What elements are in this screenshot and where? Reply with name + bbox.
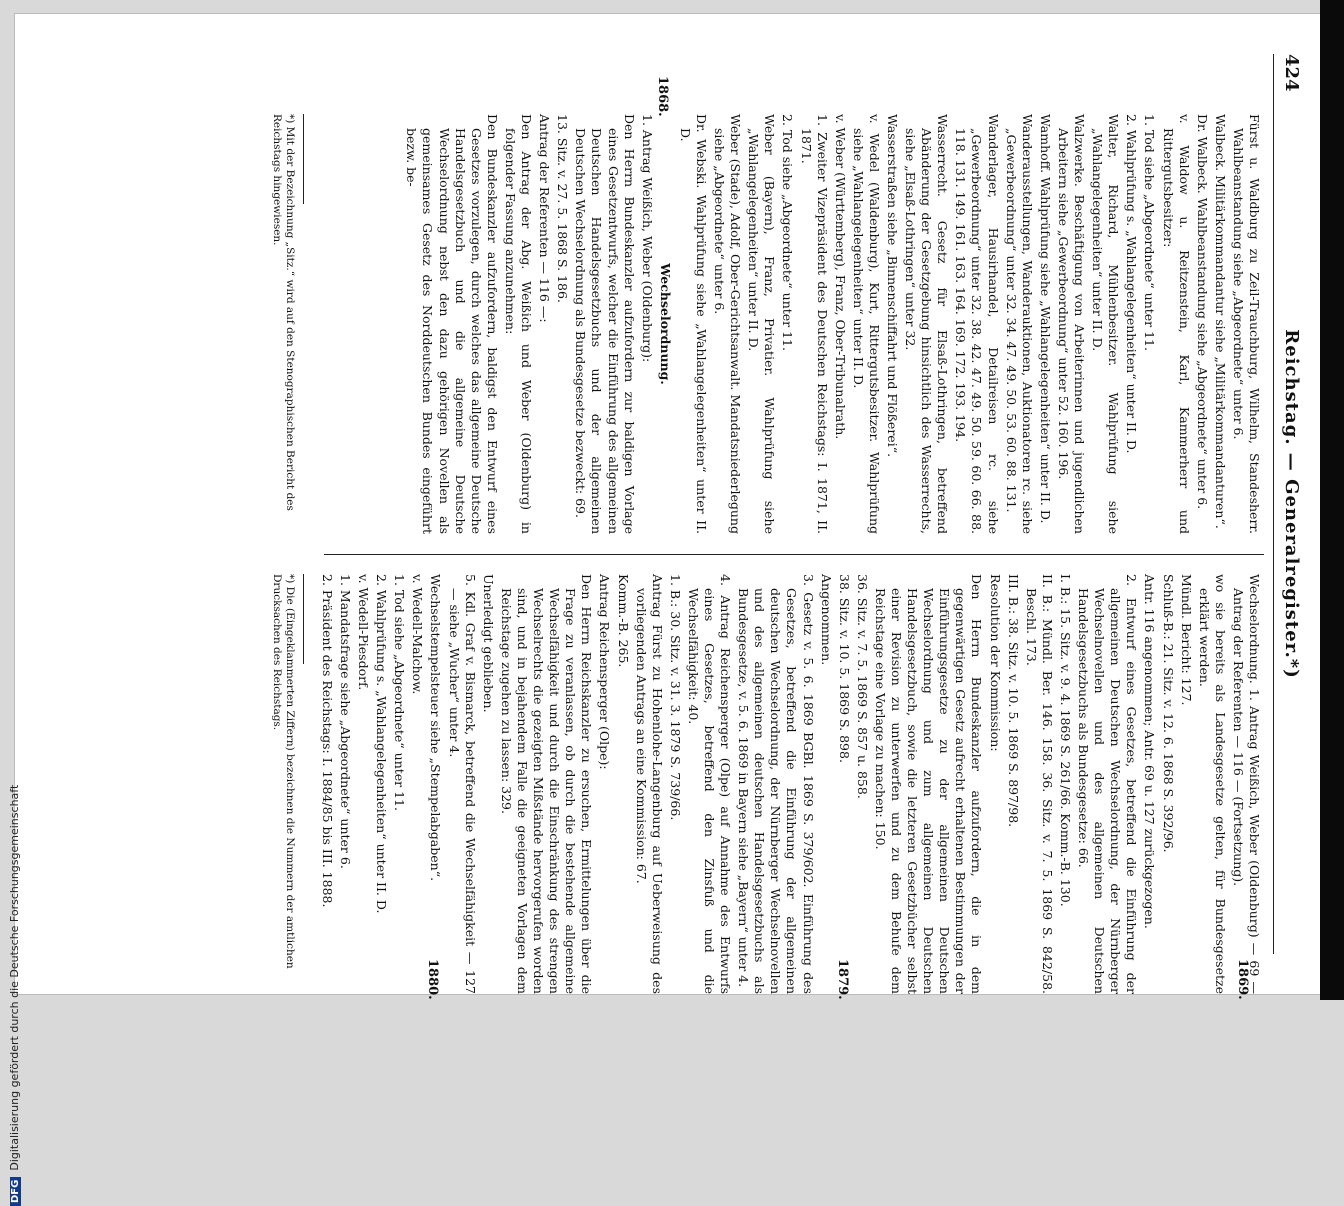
register-entry: Angenommen. — [818, 574, 834, 666]
register-entry: Weber (Bayern), Franz, Privatier. Wahlprüfung siehe „Wahlangelegenheiten“ unter II. D. — [746, 114, 778, 534]
register-entry: Den Herrn Bundeskanzler aufzufordern, die in dem gegenwärtigen Gesetz aufrecht erhaltenen Bestimmungen der Einführungsgesetze zu der allgemeinen Deutschen Wechselordnung und zum allgemeinen Deutschen Handelsgesetzbuch, sowie die letzteren Gesetzbücher selbst einer Revision zu unterwerfen und zu dem Behufe dem Reichstage eine Vorlage zu machen: 150. — [872, 574, 985, 994]
register-entry: 4. Antrag Reichensperger (Olpe) auf Annahme des Entwurfs eines Gesetzes, betreffend den Zinsfuß und die Wechselfähigkeit: 40. — [685, 574, 734, 994]
register-entry: 5. Kdl. Graf v. Bismarck, betreffend die Wechselfähigkeit — 127 — siehe „Wucher“ unter 4. — [446, 574, 478, 994]
register-entry: wo sie bereits als Landesgesetze gelten, für Bundesgesetze erklärt werden. — [1196, 574, 1228, 994]
register-entry: v. Wedel (Waldenburg), Kurt, Rittergutsbesitzer. Wahlprüfung siehe „Wahlangelegenheiten“ unter II. D. — [850, 114, 882, 534]
left-entries — [677, 114, 1262, 534]
footnote: *) Die (Eingeklammerten Ziffern) bezeichnen die Nummern der amtlichen Drucksachen des Reichstags. — [271, 574, 296, 969]
register-entry: Den Herrn Reichskanzler zu ersuchen, Ermittelungen über die Frage zu veranlassen, ob durch die bestehende allgemeine Wechselfähigkeit und durch die Einschränkung des strengen Wechselrechts die gezeigten Mißstände hervorgerufen worden sind, und in bejahendem Falle die geeigneten Vorlagen dem Reichstage zugehen zu lassen: 329. — [498, 574, 595, 994]
page-title: Reichstag. — Generalregister.*) — [1281, 329, 1302, 679]
register-entry: Wechselstempelsteuer siehe „Stempelabgaben“. — [428, 574, 444, 882]
register-entry: III. B.: 38. Sitz. v. 10. 5. 1869 S. 897/98. — [1005, 574, 1021, 828]
register-entry: Wasserrecht. Gesetz für Elsaß-Lothringen, betreffend Abänderung der Gesetzgebung hinsichtlich des Wasserrechts, siehe „Elsaß-Lothringen“ unter 32. — [903, 114, 951, 534]
motion-line: Den Herrn Bundeskanzler aufzufordern zur baldigen Vorlage eines Gesetzentwurfs, welcher die Einführung des allgemeinen Deutschen Handelsgesetzbuchs und der allgemeinen Deutschen Wechselordnung als Bundesgesetze bezweckt: 69. — [573, 114, 637, 534]
register-entry: 1. Tod siehe „Abgeordnete“ unter 11. — [392, 574, 408, 811]
register-entry: 2. Wahlprüfung s. „Wahlangelegenheiten“ unter II. D. — [1124, 114, 1140, 454]
register-entry: 2. Präsident des Reichstags: I. 1884/85 bis III. 1888. — [319, 574, 335, 908]
register-entry: v. Wedell-Malchow. — [410, 574, 426, 695]
footnote-rule — [303, 574, 304, 664]
register-entry: Wasserstraßen siehe „Binnenschiffahrt und Flößerei“. — [885, 114, 901, 458]
left-column — [401, 114, 1262, 534]
register-entry: 38. Sitz. v. 10. 5. 1869 S. 898. — [836, 574, 852, 763]
register-entry: 1. B.: 30. Sitz. v. 31. 3. 1879 S. 739/66. — [667, 574, 683, 821]
scan-edge — [1320, 0, 1344, 1000]
scanned-page — [15, 14, 1320, 1000]
column-divider — [324, 554, 1264, 555]
register-entry: 3. Gesetz v. 5. 6. 1869 BGBl. 1869 S. 379/602. Einführung des Gesetzes, betreffend die Einführung der allgemeinen deutschen Wechselordnung, der Nürnberger Wechselnovellen und des allgemeinen deutschen Handelsgesetzbuchs als Bundesgesetze, v. 5. 6. 1869 in Bayern siehe „Bayern“ unter 4. — [736, 574, 816, 994]
register-entry: II. B.: Mündl. Ber. 146. 158. 36. Sitz. v. 7. 5. 1869 S. 842/58. Beschl. 173. — [1023, 574, 1055, 994]
footnote: *) Mit der Bezeichnung „Sitz.“ wird auf den Stenographischen Bericht des Reichstags hingewiesen. — [271, 114, 296, 511]
register-entry: Komm.-B. 265. — [615, 574, 631, 668]
register-entry: Walzwerke. Beschäftigung von Arbeiterinnen und jugendlichen Arbeitern siehe „Gewerbeordnung“ unter 52. 160. 196. — [1055, 114, 1088, 534]
register-entry: 1. Mandatsfrage siehe „Abgeordnete“ unter 6. — [338, 574, 354, 869]
register-entry: Walbeck. Militärkommandantur siehe „Militärkommandanturen“. — [1212, 114, 1228, 529]
motion-line: Antrag der Referenten — 116 —: — [537, 114, 553, 323]
register-entry: Wechselordnung. 1. Antrag Weißich, Weber (Oldenburg) — 69 — Antrag der Referenten — 116 — (Fortsetzung). — [1230, 574, 1262, 994]
register-entry: 36. Sitz. v. 7. 5. 1869 S. 857 u. 858. — [854, 574, 870, 799]
register-entry: v. Weber (Württemberg), Franz, Ober-Tribunalrath. — [832, 114, 848, 440]
stamp-text: Digitalisierung gefördert durch die Deutsche Forschungsgemeinschaft — [8, 784, 21, 1171]
register-entry: Dr. Webski. Wahlprüfung siehe „Wahlangelegenheiten“ unter II. D. — [677, 114, 709, 534]
section-heading: Wechselordnung. — [657, 263, 673, 385]
register-entry: Wamhoff. Wahlprüfung siehe „Wahlangelegenheiten“ unter II. D. — [1037, 114, 1053, 524]
margin-year: 1869. — [1235, 959, 1250, 1000]
register-entry: 1. Tod siehe „Abgeordnete“ unter 11. — [1142, 114, 1158, 351]
register-entry: I. B.: 15. Sitz. v. 9. 4. 1869 S. 261/66. Komm.-B. 130. — [1057, 574, 1073, 907]
register-entry: Walter, Richard, Mühlenbesitzer. Wahlprüfung siehe „Wahlangelegenheiten“ unter II. D. — [1090, 114, 1122, 534]
register-entry: Wanderausstellungen, Wanderauktionen, Auktionatoren rc. siehe „Gewerbeordnung“ unter 32. 34. 47. 49. 50. 53. 60. 88. 131. — [1003, 114, 1035, 534]
register-entry: Resolution der Kommission: — [987, 574, 1003, 752]
margin-year: 1868. — [655, 76, 670, 117]
margin-year: 1880. — [425, 959, 440, 1000]
footnote-rule — [303, 114, 304, 204]
margin-year: 1879. — [835, 959, 850, 1000]
register-entry: Schluß-B.: 21. Sitz. v. 12. 6. 1868 S. 392/96. — [1160, 574, 1176, 853]
register-entry: 2. Wahlprüfung s. „Wahlangelegenheiten“ unter II. D. — [374, 574, 390, 914]
register-entry: Wanderlager, Hausirhandel, Detailreisen rc. siehe „Gewerbeordnung“ unter 32. 38. 42. 47. 49. 50. 59. 60. 66. 88. 118. 131. 149. 161. 163. 164. 169. 172. 193. 194. — [953, 114, 1001, 534]
register-entry: Antrag Fürst zu Hohenlohe-Langenburg auf Ueberweisung des vorliegenden Antrags an eine Kommission: 67. — [633, 574, 665, 994]
register-entry: Antrag Reichensperger (Olpe): — [597, 574, 613, 770]
motion-line: Den Antrag der Abg. Weißich und Weber (Oldenburg) in folgender Fassung anzunehmen: — [502, 114, 535, 534]
register-entry: Antr. 116 angenommen; Antr. 69 u. 127 zurückgezogen. — [1142, 574, 1158, 929]
motion-line: Den Bundeskanzler aufzufordern, baldigst den Entwurf eines Gesetzes vorzulegen, durch welches das allgemeine Deutsche Handelsgesetzbuch und die allgemeine Deutsche Wechselordnung nebst den dazu gehörigen Novellen als gemeinsames Gesetz des Norddeutschen Bundes eingeführt bezw. be- — [404, 114, 500, 534]
digitization-stamp — [8, 785, 21, 1206]
register-entry: Fürst u. Waldburg zu Zeil-Trauchburg, Wilhelm, Standesherr. Wahlbeanstandung siehe „Abgeordnete“ unter 6. — [1230, 114, 1262, 534]
register-entry: Unerledigt geblieben. — [480, 574, 496, 713]
register-entry: 2. Entwurf eines Gesetzes, betreffend die Einführung der allgemeinen Deutschen Wechselordnung, der Nürnberger Wechselnovellen und des allgemeinen Deutschen Handelsgesetzbuchs als Bundesgesetze: 66. — [1076, 574, 1140, 994]
page-header — [1278, 54, 1302, 954]
register-entry: v. Waldow u. Reitzenstein, Karl, Kammerherr und Rittergutsbesitzer: — [1160, 114, 1192, 534]
right-column — [317, 574, 1262, 994]
register-entry: Dr. Walbeck. Wahlbeanstandung siehe „Abgeordnete“ unter 6. — [1194, 114, 1210, 510]
motion-line: 1. Antrag Weißich, Weber (Oldenburg): — [639, 114, 655, 363]
register-entry: 1. Zweiter Vizepräsident des Deutschen Reichstags: I. 1871, II. 1871. — [798, 114, 830, 534]
register-entry: Mündl. Bericht: 127. — [1178, 574, 1194, 706]
page-number: 424 — [1281, 54, 1302, 92]
right-entries — [319, 574, 1262, 994]
motion-block — [403, 114, 654, 534]
register-entry: 2. Tod siehe „Abgeordnete“ unter 11. — [780, 114, 796, 351]
register-entry: v. Wedell-Piesdorf. — [356, 574, 372, 691]
header-rule — [1273, 54, 1274, 954]
dfg-logo: DFG — [10, 1177, 21, 1206]
motion-line: 13. Sitz. v. 27. 5. 1868 S. 186. — [555, 114, 571, 303]
register-entry: Weber (Stade), Adolf, Ober-Gerichtsanwalt. Mandatsniederlegung siehe „Abgeordnete“ unter 6. — [712, 114, 744, 534]
